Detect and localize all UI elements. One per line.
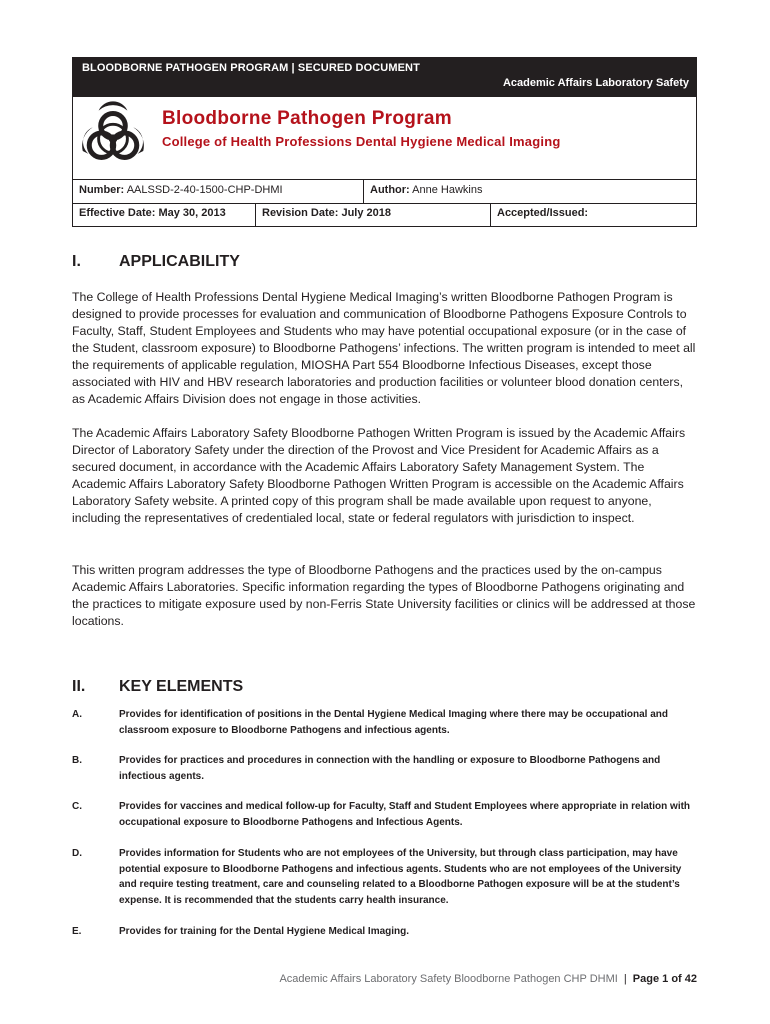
meta-number-cell bbox=[73, 180, 364, 203]
biohazard-icon bbox=[77, 100, 149, 176]
paragraph: This written program addresses the type of Bloodborne Pathogens and the practices used by the on-campus Academic Affairs Laboratories. Specific information regarding the types of Bloodborne Pathogens originating and the practices to mitigate exposure used by non-Ferris State University facilities or clinics will be addressed at those locations. bbox=[72, 563, 696, 628]
author-value: Anne Hawkins bbox=[412, 184, 483, 196]
page-subtitle: College of Health Professions Dental Hygiene Medical Imaging bbox=[162, 134, 561, 149]
meta-row bbox=[73, 203, 696, 227]
header-right-label: Academic Affairs Laboratory Safety bbox=[502, 77, 689, 89]
item-text: Provides for identification of positions in the Dental Hygiene Medical Imaging where there may be occupational and classroom exposure to Bloodborne Pathogens and infectious agents. bbox=[119, 709, 668, 736]
document-header-bar bbox=[72, 57, 697, 97]
item-text: Provides for training for the Dental Hygiene Medical Imaging. bbox=[119, 926, 410, 937]
item-text: Provides for practices and procedures in connection with the handling or exposure to Bloodborne Pathogens and infectious agents. bbox=[119, 755, 661, 782]
section-title: KEY ELEMENTS bbox=[119, 678, 244, 695]
item-letter: D. bbox=[72, 848, 82, 859]
meta-author-cell bbox=[364, 180, 696, 203]
footer-text: Academic Affairs Laboratory Safety Bloodborne Pathogen CHP DHMI bbox=[279, 973, 618, 985]
author-label: Author: bbox=[370, 184, 410, 196]
number-label: Number: bbox=[79, 184, 125, 196]
document-meta-table bbox=[72, 179, 697, 227]
section-number: I. bbox=[72, 253, 81, 270]
header-left-label: BLOODBORNE PATHOGEN PROGRAM | SECURED DOCUMENT bbox=[82, 62, 420, 74]
revision-date-label: Revision Date: July 2018 bbox=[262, 207, 392, 219]
accepted-issued-label: Accepted/Issued: bbox=[497, 207, 589, 219]
page-footer bbox=[279, 973, 697, 985]
section-title: APPLICABILITY bbox=[119, 253, 240, 270]
section-number: II. bbox=[72, 678, 86, 695]
item-letter: E. bbox=[72, 926, 82, 937]
item-letter: C. bbox=[72, 801, 82, 812]
item-letter: A. bbox=[72, 709, 82, 720]
footer-separator: | bbox=[623, 973, 627, 985]
meta-effective-cell bbox=[73, 203, 256, 227]
item-text: Provides information for Students who are not employees of the University, but through class participation, may have potential exposure to Bloodborne Pathogens and infectious agents. Students who are not employees of the University and require testing treatment, care and counseling related to a Bloodborne Pathogen exposure will be at the student’s expense. It is recommended that the students carry health insurance. bbox=[119, 848, 682, 906]
number-value: AALSSD-2-40-1500-CHP-DHMI bbox=[126, 184, 283, 196]
item-text: Provides for vaccines and medical follow-up for Faculty, Staff and Student Employees where appropriate in relation with occupational exposure to Bloodborne Pathogens and Infectious Agents. bbox=[119, 801, 691, 828]
paragraph: The College of Health Professions Dental Hygiene Medical Imaging’s written Bloodborne Pathogen Program is designed to provide processes for evaluation and communication of Bloodborne Pathogens Exposure Controls to Faculty, Staff, Student Employees and Students who may have potential occupational exposure (or in the case of the Student, classroom exposure) to Bloodborne Pathogens’ infections. The written program is intended to meet all the requirements of applicable regulation, MIOSHA Part 554 Bloodborne Infectious Diseases, except those associated with HIV and HBV research laboratories and production facilities or volunteer blood donation centers, as Academic Affairs Division does not engage in those activities. bbox=[72, 290, 696, 406]
page-number: Page 1 of 42 bbox=[632, 973, 697, 985]
meta-revision-cell bbox=[256, 203, 491, 227]
meta-row bbox=[73, 180, 696, 204]
title-block bbox=[72, 97, 697, 179]
page-title: Bloodborne Pathogen Program bbox=[162, 108, 452, 129]
meta-accepted-cell bbox=[491, 203, 696, 227]
effective-date-label: Effective Date: May 30, 2013 bbox=[79, 207, 226, 219]
item-letter: B. bbox=[72, 755, 82, 766]
paragraph: The Academic Affairs Laboratory Safety Bloodborne Pathogen Written Program is issued by the Academic Affairs Director of Laboratory Safety under the direction of the Provost and Vice President for Academic Affairs as a secured document, in accordance with the Academic Affairs Laboratory Safety Management System. The Academic Affairs Laboratory Safety Bloodborne Pathogen Written Program is accessible on the Academic Affairs Laboratory Safety website. A printed copy of this program shall be made available upon request to anyone, including the representatives of credentialed local, state or federal regulators with jurisdiction to inspect. bbox=[72, 426, 686, 525]
